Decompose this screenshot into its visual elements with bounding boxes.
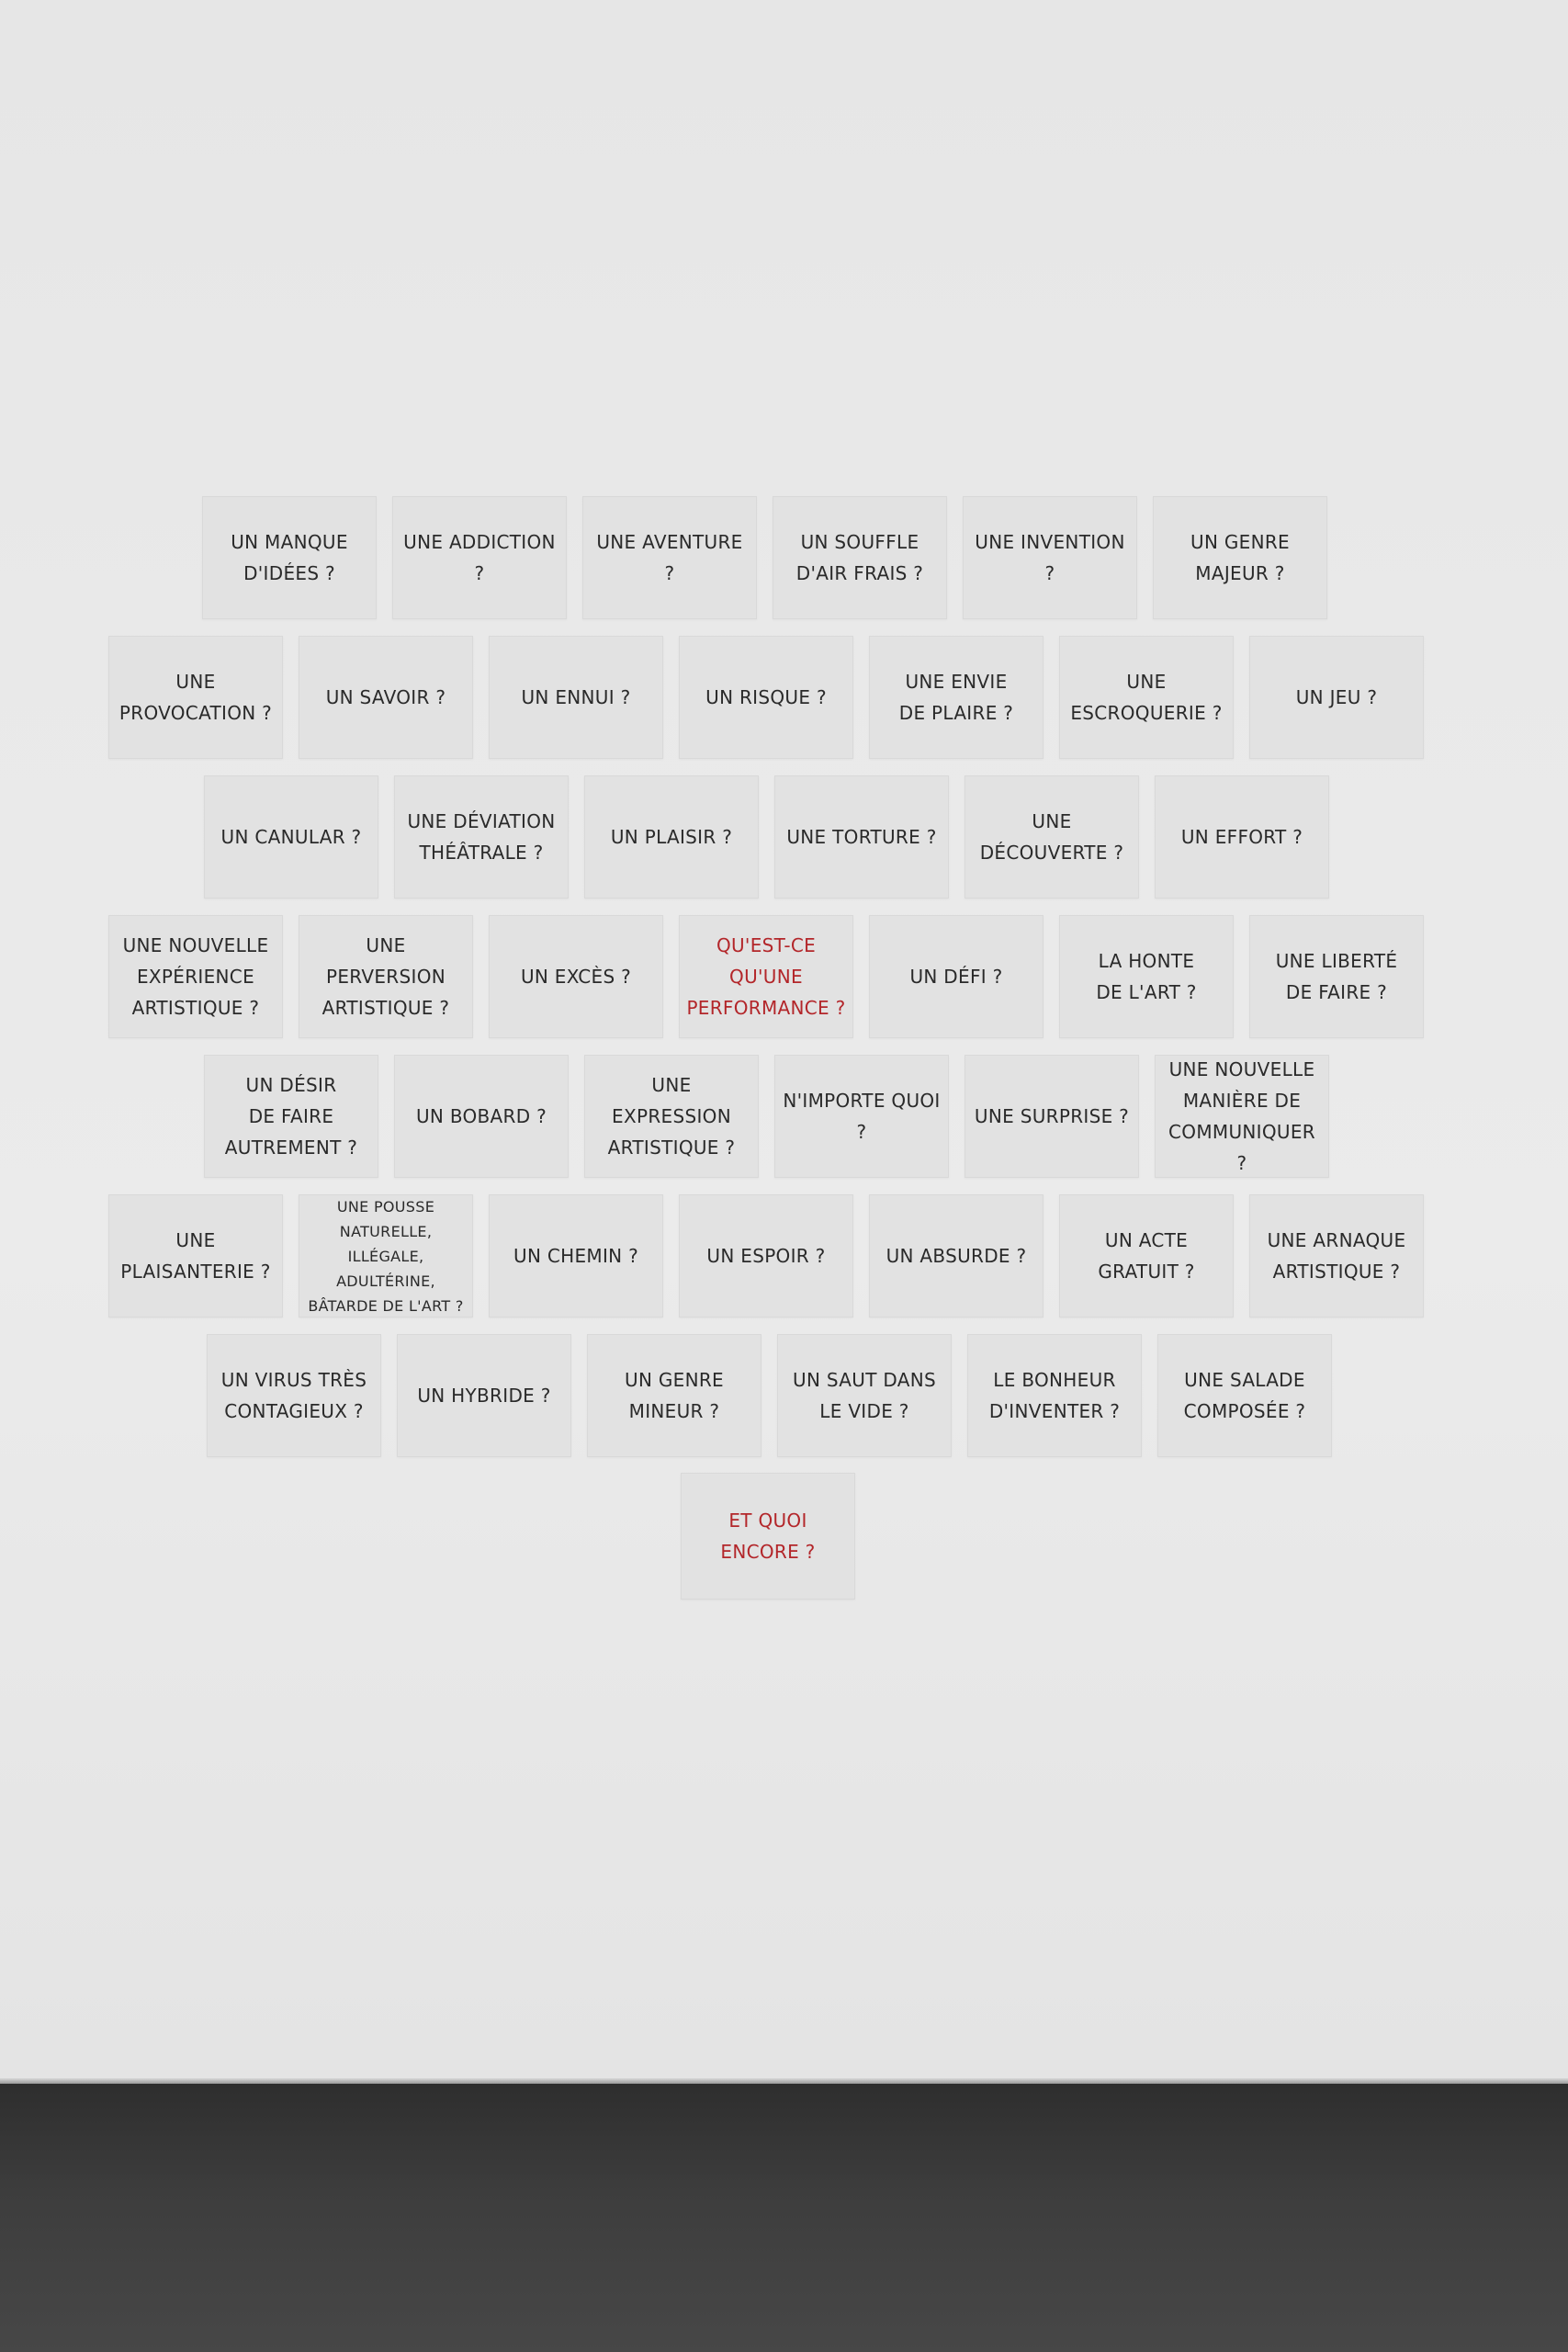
question-card [774,775,949,899]
card-text: UNE ADDICTION ? [403,531,556,584]
question-card [1155,1055,1329,1178]
card-text: UN GENRE MINEUR ? [625,1369,724,1422]
question-card [1249,636,1424,759]
card-text: LA HONTE DE L'ART ? [1096,950,1197,1003]
card-text: UNE NOUVELLE MANIÈRE DE COMMUNIQUER ? [1168,1058,1315,1174]
card-text: UNE POUSSE NATURELLE, ILLÉGALE, ADULTÉRINE, BÂTARDE DE L'ART ? [308,1197,464,1315]
question-card [397,1334,571,1457]
question-card [108,1194,283,1317]
card-text: N'IMPORTE QUOI ? [783,1090,941,1143]
question-card [869,636,1043,759]
question-card [964,1055,1139,1178]
question-card-highlight [681,1473,855,1600]
question-card [1249,915,1424,1038]
question-card [489,1194,663,1317]
card-text: QU'EST-CE QU'UNE PERFORMANCE ? [686,934,846,1019]
card-text: UNE ENVIE DE PLAIRE ? [898,671,1014,724]
card-text: UN SAVOIR ? [325,686,446,708]
card-text: UNE DÉCOUVERTE ? [979,810,1124,864]
card-text: UN ESPOIR ? [706,1245,826,1267]
card-text: UN ENNUI ? [521,686,631,708]
question-card [777,1334,952,1457]
card-text: UN DÉSIR DE FAIRE AUTREMENT ? [224,1074,358,1159]
question-card [582,496,757,619]
question-card [584,1055,759,1178]
card-text: LE BONHEUR D'INVENTER ? [988,1369,1121,1422]
card-text: UNE AVENTURE ? [596,531,743,584]
card-text: UN ABSURDE ? [886,1245,1027,1267]
card-text: UN GENRE MAJEUR ? [1190,531,1290,584]
question-card [869,1194,1043,1317]
question-card [963,496,1137,619]
question-card [587,1334,761,1457]
question-card [1059,915,1234,1038]
question-card [299,1194,473,1317]
card-text: UN SOUFFLE D'AIR FRAIS ? [795,531,924,584]
card-text: UNE DÉVIATION THÉÂTRALE ? [407,810,556,864]
card-text: ET QUOI ENCORE ? [720,1510,816,1563]
question-card [774,1055,949,1178]
question-card [207,1334,381,1457]
card-text: UNE INVENTION ? [975,531,1125,584]
question-card [1059,1194,1234,1317]
question-card [679,636,853,759]
question-card [679,1194,853,1317]
card-text: UN DÉFI ? [909,966,1003,988]
question-card [108,636,283,759]
card-text: UNE SURPRISE ? [974,1105,1130,1127]
question-card [1155,775,1329,899]
card-text: UN BOBARD ? [415,1105,547,1127]
card-text: UN HYBRIDE ? [417,1385,551,1407]
card-text: UNE EXPRESSION ARTISTIQUE ? [607,1074,736,1159]
question-card [202,496,377,619]
card-text: UN EXCÈS ? [520,966,632,988]
question-card [1153,496,1327,619]
card-text: UN MANQUE D'IDÉES ? [231,531,348,584]
card-text: UNE LIBERTÉ DE FAIRE ? [1275,950,1398,1003]
card-text: UNE NOUVELLE EXPÉRIENCE ARTISTIQUE ? [122,934,269,1019]
card-text: UN SAUT DANS LE VIDE ? [793,1369,936,1422]
question-card [489,915,663,1038]
card-text: UNE ARNAQUE ARTISTIQUE ? [1267,1229,1406,1283]
question-card-highlight [679,915,853,1038]
question-card [394,1055,569,1178]
card-text: UNE PLAISANTERIE ? [120,1229,271,1283]
card-text: UN PLAISIR ? [610,826,733,848]
question-card [869,915,1043,1038]
question-card [299,636,473,759]
card-text: UNE PERVERSION ARTISTIQUE ? [321,934,450,1019]
question-card [1059,636,1234,759]
card-text: UN JEU ? [1295,686,1378,708]
question-card [204,1055,378,1178]
question-card [392,496,567,619]
card-text: UNE ESCROQUERIE ? [1070,671,1223,724]
card-text: UN VIRUS TRÈS CONTAGIEUX ? [220,1369,367,1422]
question-card [299,915,473,1038]
question-card [394,775,569,899]
question-card [489,636,663,759]
card-text: UN EFFORT ? [1180,826,1303,848]
card-text: UN RISQUE ? [705,686,827,708]
gallery-floor [0,2084,1568,2352]
question-card [584,775,759,899]
question-card [1157,1334,1332,1457]
question-card [773,496,947,619]
question-card [964,775,1139,899]
card-text: UN CANULAR ? [220,826,362,848]
card-text: UNE PROVOCATION ? [118,671,273,724]
question-card [967,1334,1142,1457]
card-text: UNE SALADE COMPOSÉE ? [1183,1369,1306,1422]
question-card [204,775,378,899]
card-text: UN CHEMIN ? [513,1245,638,1267]
card-text: UN ACTE GRATUIT ? [1098,1229,1195,1283]
card-text: UNE TORTURE ? [786,826,937,848]
question-card [108,915,283,1038]
question-card [1249,1194,1424,1317]
